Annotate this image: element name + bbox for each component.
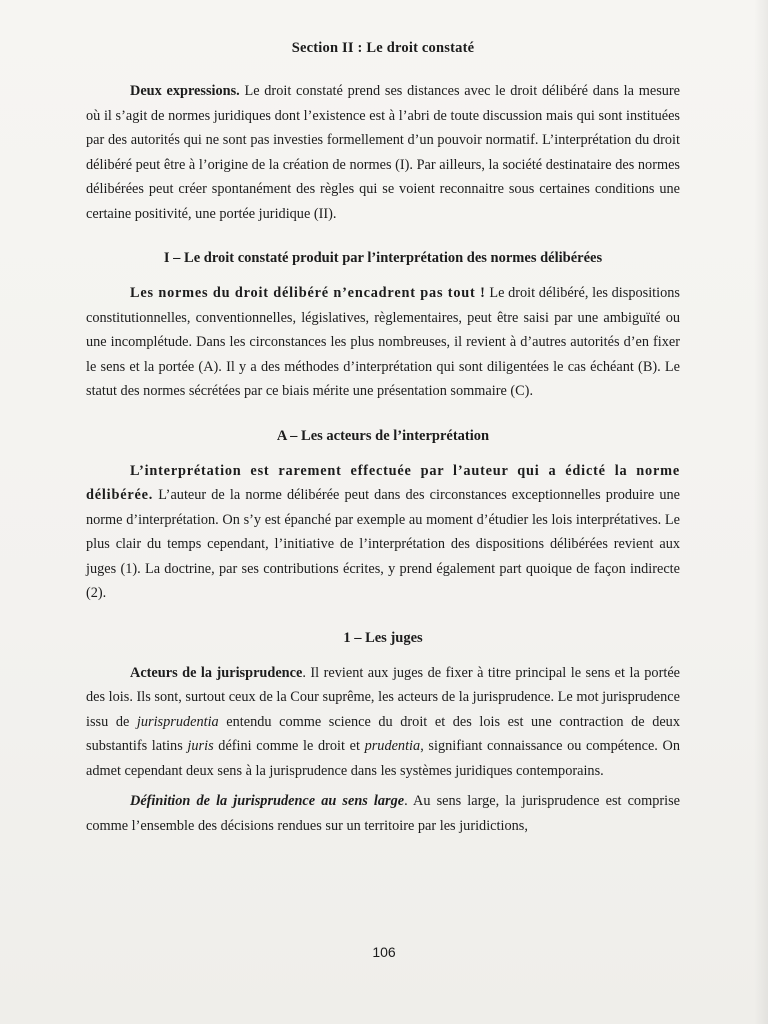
- term-jurisprudentia: jurisprudentia: [136, 713, 219, 730]
- paragraph-interpretation-lead: L’interprétation est rarement effectuée par l’auteur qui a édicté la norme délibérée.: [86, 462, 680, 503]
- paragraph-normes-text: Le droit délibéré, les dispositions constitutionnelles, conventionnelles, législatives, règlementaires, peut être saisi par une ambiguïté ou une incomplétude. Dans les circonstances les plus nombreuses, il revient à d’autres autorités d’en fixer le sens et la portée (A). Il y a des méthodes d’interprétation qui sont diligentées le cas échéant (B). Le statut des normes sécrétées par ce biais mérite une présentation sommaire (C).: [86, 285, 680, 399]
- paragraph-definition-text: . Au sens large, la jurisprudence est comprise comme l’ensemble des décisions rendues sur un territoire par les juridictions,: [86, 793, 680, 834]
- paragraph-normes: [86, 281, 680, 404]
- paragraph-jurisprudence-text-3: défini comme le droit et: [213, 738, 365, 754]
- term-prudentia: prudentia: [364, 738, 421, 754]
- heading-a-acteurs: A – Les acteurs de l’interprétation: [276, 427, 490, 444]
- paragraph-jurisprudence-text-2: entendu comme science du droit et des lois est une contraction de deux substantifs latins: [86, 713, 680, 754]
- term-juris: juris: [187, 738, 214, 754]
- paragraph-interpretation: [86, 459, 680, 606]
- paragraph-normes-lead: Les normes du droit délibéré n’encadrent pas tout !: [130, 285, 486, 301]
- paragraph-definition: [86, 789, 680, 838]
- paragraph-jurisprudence-text-4: , signifiant connaissance ou compétence. On admet cependant deux sens à la jurisprudence dans les systèmes juridiques contemporains.: [86, 738, 680, 779]
- page-number: 106: [372, 944, 396, 960]
- intro-text: Le droit constaté prend ses distances avec le droit délibéré dans la mesure où il s’agit de normes juridiques dont l’existence est à l’abri de toute discussion mais qui sont instituées par des autorités qui ne sont pas investies formellement d’un pouvoir normatif. L’interprétation du droit délibéré peut être à l’origine de la création de normes (I). Par ailleurs, la société destinataire des normes délibérées peut créer spontanément des règles qui se voient reconnaitre sous certaines conditions une certaine positivité, une portée juridique (II).: [86, 83, 681, 222]
- page-edge-shadow: [754, 0, 768, 1024]
- heading-part-1: I – Le droit constaté produit par l’interprétation des normes délibérées: [163, 250, 603, 266]
- intro-paragraph: [86, 79, 680, 226]
- paragraph-jurisprudence-lead: Acteurs de la jurisprudence: [130, 664, 303, 681]
- paragraph-jurisprudence: [86, 661, 680, 784]
- intro-lead: Deux expressions.: [130, 83, 240, 99]
- paragraph-interpretation-text: L’auteur de la norme délibérée peut dans des circonstances exceptionnelles produire une norme d’interprétation. On s’y est épanché par exemple au moment d’étudier les lois interprétatives. Le plus clair du temps cependant, l’initiative de l’interprétation des dispositions délibérées revient aux juges (1). La doctrine, par ses contributions écrites, y prend également part quoique de façon indirecte (2).: [86, 487, 680, 601]
- paragraph-definition-lead: Définition de la jurisprudence au sens large: [130, 793, 405, 809]
- heading-1-juges: 1 – Les juges: [343, 629, 423, 646]
- paragraph-jurisprudence-text-1: . Il revient aux juges de fixer à titre principal le sens et la portée des lois. Ils sont, surtout ceux de la Cour suprême, les acteurs de la jurisprudence. Le mot jurisprudence issu de: [86, 664, 681, 730]
- section-title: Section II : Le droit constaté: [291, 40, 475, 56]
